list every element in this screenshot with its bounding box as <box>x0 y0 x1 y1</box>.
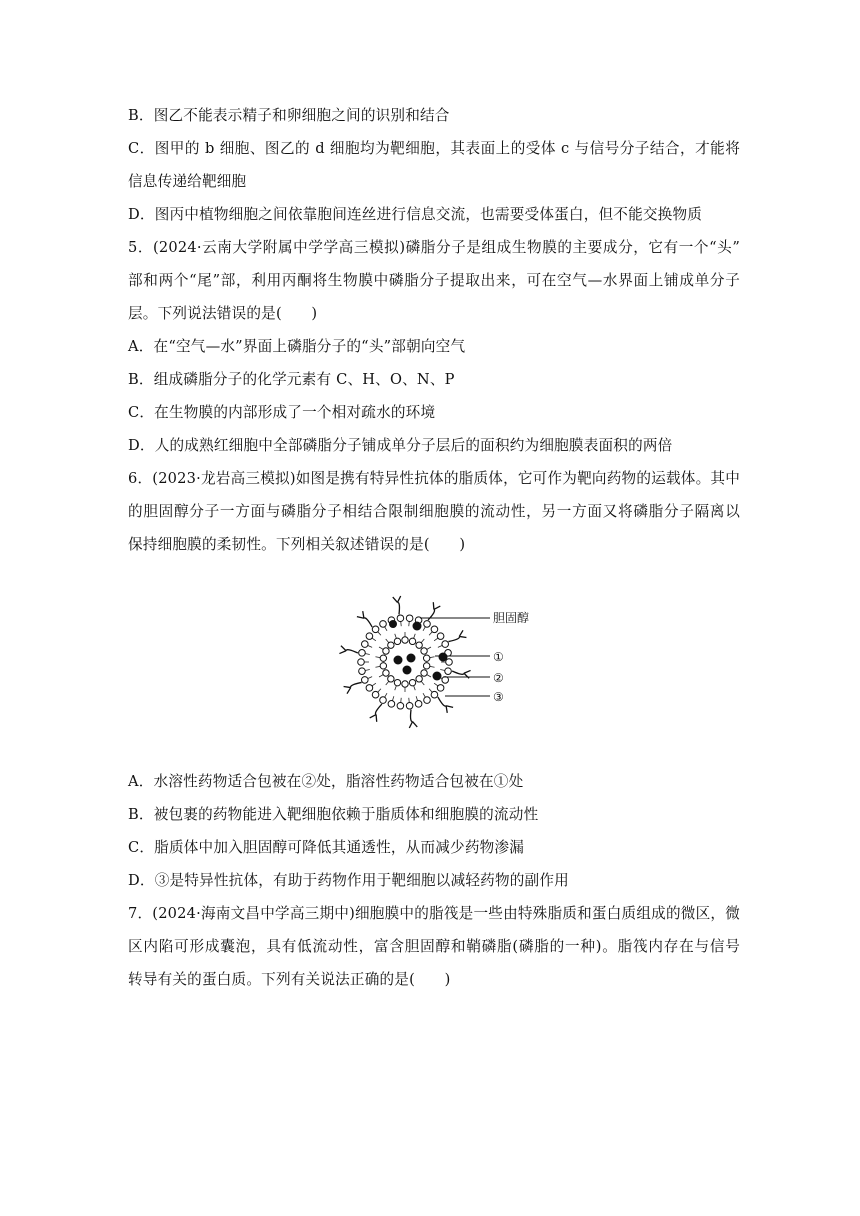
phospholipid-head <box>437 685 444 692</box>
phospholipid-head <box>409 638 415 644</box>
phospholipid-head <box>442 677 449 684</box>
option-6b: B．被包裹的药物能进入靶细胞依赖于脂质体和细胞膜的流动性 <box>128 806 539 823</box>
phospholipid-head <box>421 648 427 654</box>
phospholipid-head <box>437 633 444 640</box>
option-4d: D．图丙中植物细胞之间依靠胞间连丝进行信息交流，也需要受体蛋白，但不能交换物质 <box>128 206 703 223</box>
phospholipid-head <box>424 621 431 628</box>
option-4c-line1: C．图甲的 b 细胞、图乙的 d 细胞均为靶细胞，其表面上的受体 c 与信号分子结合，才能将 <box>128 140 740 157</box>
option-6d: D．③是特异性抗体，有助于药物作用于靶细胞以减轻药物的副作用 <box>128 872 569 889</box>
phospholipid-head <box>380 655 386 661</box>
phospholipid-head <box>366 633 373 640</box>
antibody <box>344 682 362 693</box>
question-6-line2: 的胆固醇分子一方面与磷脂分子相结合限制细胞膜的流动性，另一方面又将磷脂分子隔离以 <box>128 503 740 520</box>
antibody <box>409 710 417 728</box>
option-5a: A．在“空气—水”界面上磷脂分子的“头”部朝向空气 <box>128 338 466 355</box>
drug-dot <box>433 672 442 681</box>
phospholipid-head <box>388 642 394 648</box>
drug-dot <box>394 656 403 665</box>
phospholipid-head <box>431 691 438 698</box>
phospholipid-head <box>362 677 369 684</box>
liposome-diagram <box>339 596 470 728</box>
option-6c: C．脂质体中加入胆固醇可降低其通透性，从而减少药物渗漏 <box>128 839 525 856</box>
option-5b: B．组成磷脂分子的化学元素有 C、H、O、N、P <box>128 371 455 388</box>
phospholipid-head <box>445 668 452 675</box>
label-3: ③ <box>493 690 504 704</box>
question-7-line3: 转导有关的蛋白质。下列有关说法正确的是( ) <box>128 971 451 988</box>
phospholipid-head <box>416 676 422 682</box>
phospholipid-head <box>372 626 379 633</box>
phospholipid-head <box>388 676 394 682</box>
phospholipid-head <box>397 615 404 622</box>
phospholipid-head <box>388 701 395 708</box>
phospholipid-head <box>424 697 431 704</box>
phospholipid-head <box>383 648 389 654</box>
phospholipid-head <box>423 663 429 669</box>
drug-dot <box>413 622 422 631</box>
phospholipid-head <box>402 681 408 687</box>
label-cholesterol: 胆固醇 <box>493 611 530 625</box>
phospholipid-head <box>394 679 400 685</box>
phospholipid-head <box>421 670 427 676</box>
phospholipid-head <box>397 702 404 709</box>
label-2: ② <box>493 671 504 685</box>
phospholipid-head <box>358 659 365 666</box>
phospholipid-head <box>380 621 387 628</box>
antibody <box>438 697 453 713</box>
question-5-line1: 5．(2024·云南大学附属中学学高三模拟)磷脂分子是组成生物膜的主要成分，它有一个“头” <box>128 239 740 256</box>
label-1: ① <box>493 650 504 664</box>
question-5-line3: 层。下列说法错误的是( ) <box>128 305 318 322</box>
phospholipid-head <box>394 638 400 644</box>
phospholipid-head <box>362 641 369 648</box>
phospholipid-head <box>359 650 366 657</box>
phospholipid-head <box>366 685 373 692</box>
question-5-line2: 部和两个“尾”部，利用丙酮将生物膜中磷脂分子提取出来，可在空气—水界面上铺成单分子 <box>128 272 740 289</box>
phospholipid-head <box>380 663 386 669</box>
antibody <box>357 611 372 627</box>
phospholipid-head <box>416 642 422 648</box>
phospholipid-head <box>402 637 408 643</box>
liposome-figure <box>325 590 545 740</box>
option-5c: C．在生物膜的内部形成了一个相对疏水的环境 <box>128 404 436 421</box>
phospholipid-head <box>431 626 438 633</box>
drug-dot <box>389 620 397 628</box>
antibody <box>370 704 382 722</box>
phospholipid-head <box>446 659 453 666</box>
antibody <box>428 602 440 620</box>
phospholipid-head <box>380 697 387 704</box>
antibody <box>448 630 466 641</box>
phospholipid-head <box>423 655 429 661</box>
phospholipid-head <box>383 670 389 676</box>
question-6-line1: 6．(2023·龙岩高三模拟)如图是携有特异性抗体的脂质体，它可作为靶向药物的运载体。其中 <box>128 470 740 487</box>
phospholipid-head <box>442 641 449 648</box>
option-6a: A．水溶性药物适合包被在②处，脂溶性药物适合包被在①处 <box>128 773 524 790</box>
question-7-line1: 7．(2024·海南文昌中学高三期中)细胞膜中的脂筏是一些由特殊脂质和蛋白质组成的微区，微 <box>128 905 740 922</box>
antibody <box>393 596 401 614</box>
phospholipid-head <box>415 701 422 708</box>
question-7-line2: 区内陷可形成囊泡，具有低流动性，富含胆固醇和鞘磷脂(磷脂的一种)。脂筏内存在与信号 <box>128 938 740 955</box>
phospholipid-head <box>406 615 413 622</box>
option-5d: D．人的成熟红细胞中全部磷脂分子铺成单分子层后的面积约为细胞膜表面积的两倍 <box>128 437 673 454</box>
drug-dot <box>407 654 416 663</box>
drug-dot <box>403 666 412 675</box>
phospholipid-head <box>406 702 413 709</box>
question-6-line3: 保持细胞膜的柔韧性。下列相关叙述错误的是( ) <box>128 536 466 553</box>
phospholipid-head <box>409 679 415 685</box>
phospholipid-head <box>372 691 379 698</box>
drug-dot <box>439 653 448 662</box>
option-4b: B．图乙不能表示精子和卵细胞之间的识别和结合 <box>128 107 450 124</box>
option-4c-line2: 信息传递给靶细胞 <box>128 173 247 190</box>
antibody <box>339 646 357 654</box>
phospholipid-head <box>359 668 366 675</box>
